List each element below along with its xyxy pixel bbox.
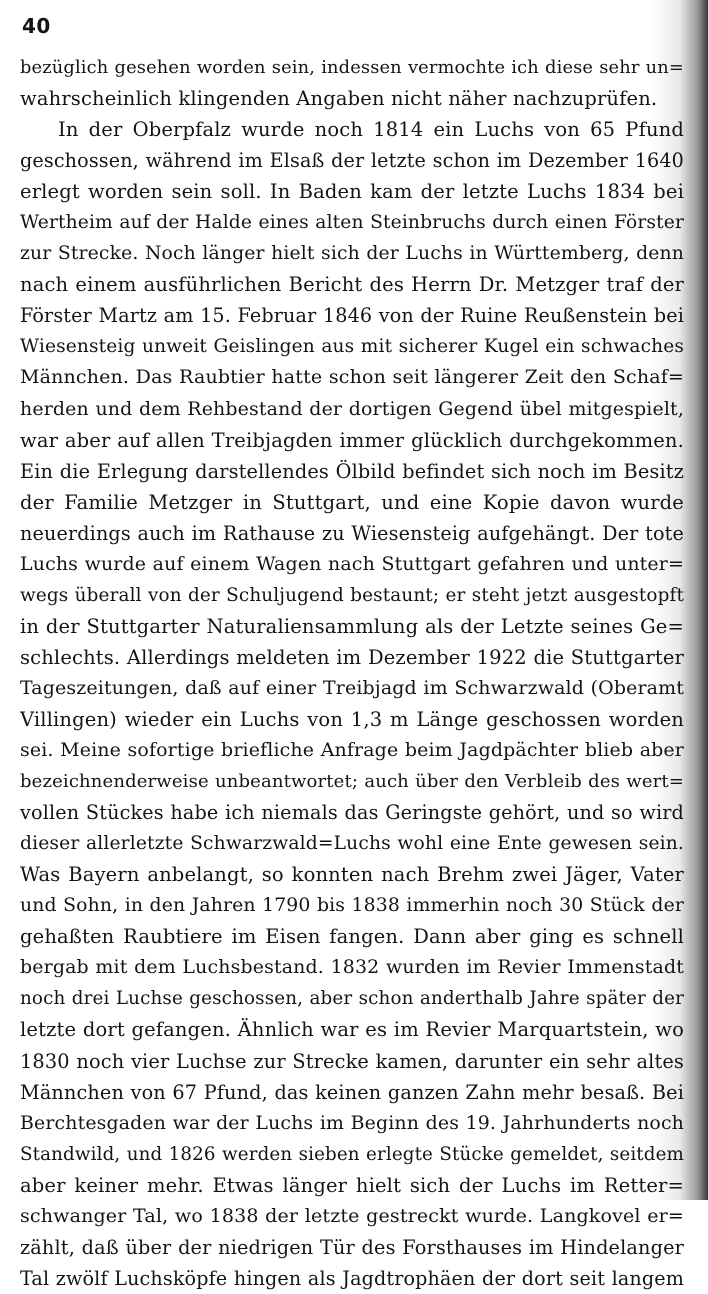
text-line: und Sohn, in den Jahren 1790 bis 1838 immerhin noch 30 Stück der [20,895,684,917]
text-line: dieser allerletzte Schwarzwald=Luchs wohl eine Ente gewesen sein. [20,833,684,855]
text-line: In der Oberpfalz wurde noch 1814 ein Luchs von 65 Pfund [58,118,684,142]
text-line: Luchs wurde auf einem Wagen nach Stuttgart gefahren und unter= [20,552,684,575]
text-line: neuerdings auch im Rathause zu Wiesensteig aufgehängt. Der tote [20,521,684,545]
text-line: war aber auf allen Treibjagden immer glücklich durchgekommen. [20,428,684,452]
text-line: letzte dort gefangen. Ähnlich war es im Revier Marquartstein, wo [20,1018,684,1042]
text-line: Villingen) wieder ein Luchs von 1,3 m Länge geschossen worden [20,707,684,731]
text-line: geschossen, während im Elsaß der letzte schon im Dezember 1640 [20,149,684,173]
text-line: Männchen. Das Raubtier hatte schon seit längerer Zeit den Schaf= [20,366,684,389]
text-line: Männchen von 67 Pfund, das keinen ganzen Zahn mehr besaß. Bei [20,1080,684,1104]
text-line: nach einem ausführlichen Bericht des Herrn Dr. Metzger traf der [20,273,684,297]
text-line: Tageszeitungen, daß auf einer Treibjagd im Schwarzwald (Oberamt [20,676,684,699]
text-line: Wertheim auf der Halde eines alten Steinbruchs durch einen Förster [20,212,684,234]
text-line: bergab mit dem Luchsbestand. 1832 wurden im Revier Immenstadt [20,956,684,979]
text-line: erlegt worden sein soll. In Baden kam der letzte Luchs 1834 bei [20,180,684,204]
text-line: bezeichnenderweise unbeantwortet; auch über den Verbleib des wert= [20,771,684,793]
page-number: 40 [22,14,51,38]
text-line: der Familie Metzger in Stuttgart, und eine Kopie davon wurde [20,490,684,514]
text-line: Berchtesgaden war der Luchs im Beginn des 19. Jahrhunderts noch [20,1111,684,1134]
text-line: wegs überall von der Schuljugend bestaunt; er steht jetzt ausgestopft [20,584,684,606]
text-line: Förster Martz am 15. Februar 1846 von der Ruine Reußenstein bei [20,304,684,328]
text-line: Was Bayern anbelangt, so konnten nach Brehm zwei Jäger, Vater [20,863,684,887]
text-line: schlechts. Allerdings meldeten im Dezember 1922 die Stuttgarter [20,645,684,669]
text-line: in der Stuttgarter Naturaliensammlung als der Letzte seines Ge= [20,614,684,638]
text-line: aber keiner mehr. Etwas länger hielt sich der Luchs im Retter= [20,1173,684,1197]
text-line: Standwild, und 1826 werden sieben erlegte Stücke gemeldet, seitdem [20,1143,684,1165]
body-text [20,52,684,1294]
text-line: Ein die Erlegung darstellendes Ölbild befindet sich noch im Besitz [20,459,684,483]
text-line: wahrscheinlich klingenden Angaben nicht näher nachzuprüfen. [20,87,658,111]
text-line: noch drei Luchse geschossen, aber schon anderthalb Jahre später der [20,988,684,1010]
text-line: herden und dem Rehbestand der dortigen Gegend übel mitgespielt, [20,397,684,420]
text-line: zur Strecke. Noch länger hielt sich der Luchs in Württemberg, denn [20,243,684,265]
text-line: gehaßten Raubtiere im Eisen fangen. Dann aber ging es schnell [20,925,684,949]
text-line: sei. Meine sofortige briefliche Anfrage beim Jagdpächter blieb aber [20,739,684,762]
text-line: schwanger Tal, wo 1838 der letzte gestreckt wurde. Langkovel er= [20,1204,684,1227]
text-line: bezüglich gesehen worden sein, indessen vermochte ich diese sehr un= [20,57,684,78]
text-line: Wiesensteig unweit Geislingen aus mit sicherer Kugel ein schwaches [20,336,684,358]
text-line: Tal zwölf Luchsköpfe hingen als Jagdtrophäen der dort seit langem [20,1266,684,1290]
text-line: zählt, daß über der niedrigen Tür des Forsthauses im Hindelanger [20,1235,684,1259]
text-line: 1830 noch vier Luchse zur Strecke kamen, darunter ein sehr altes [20,1049,684,1073]
text-line: vollen Stückes habe ich niemals das Geringste gehört, und so wird [20,801,684,825]
